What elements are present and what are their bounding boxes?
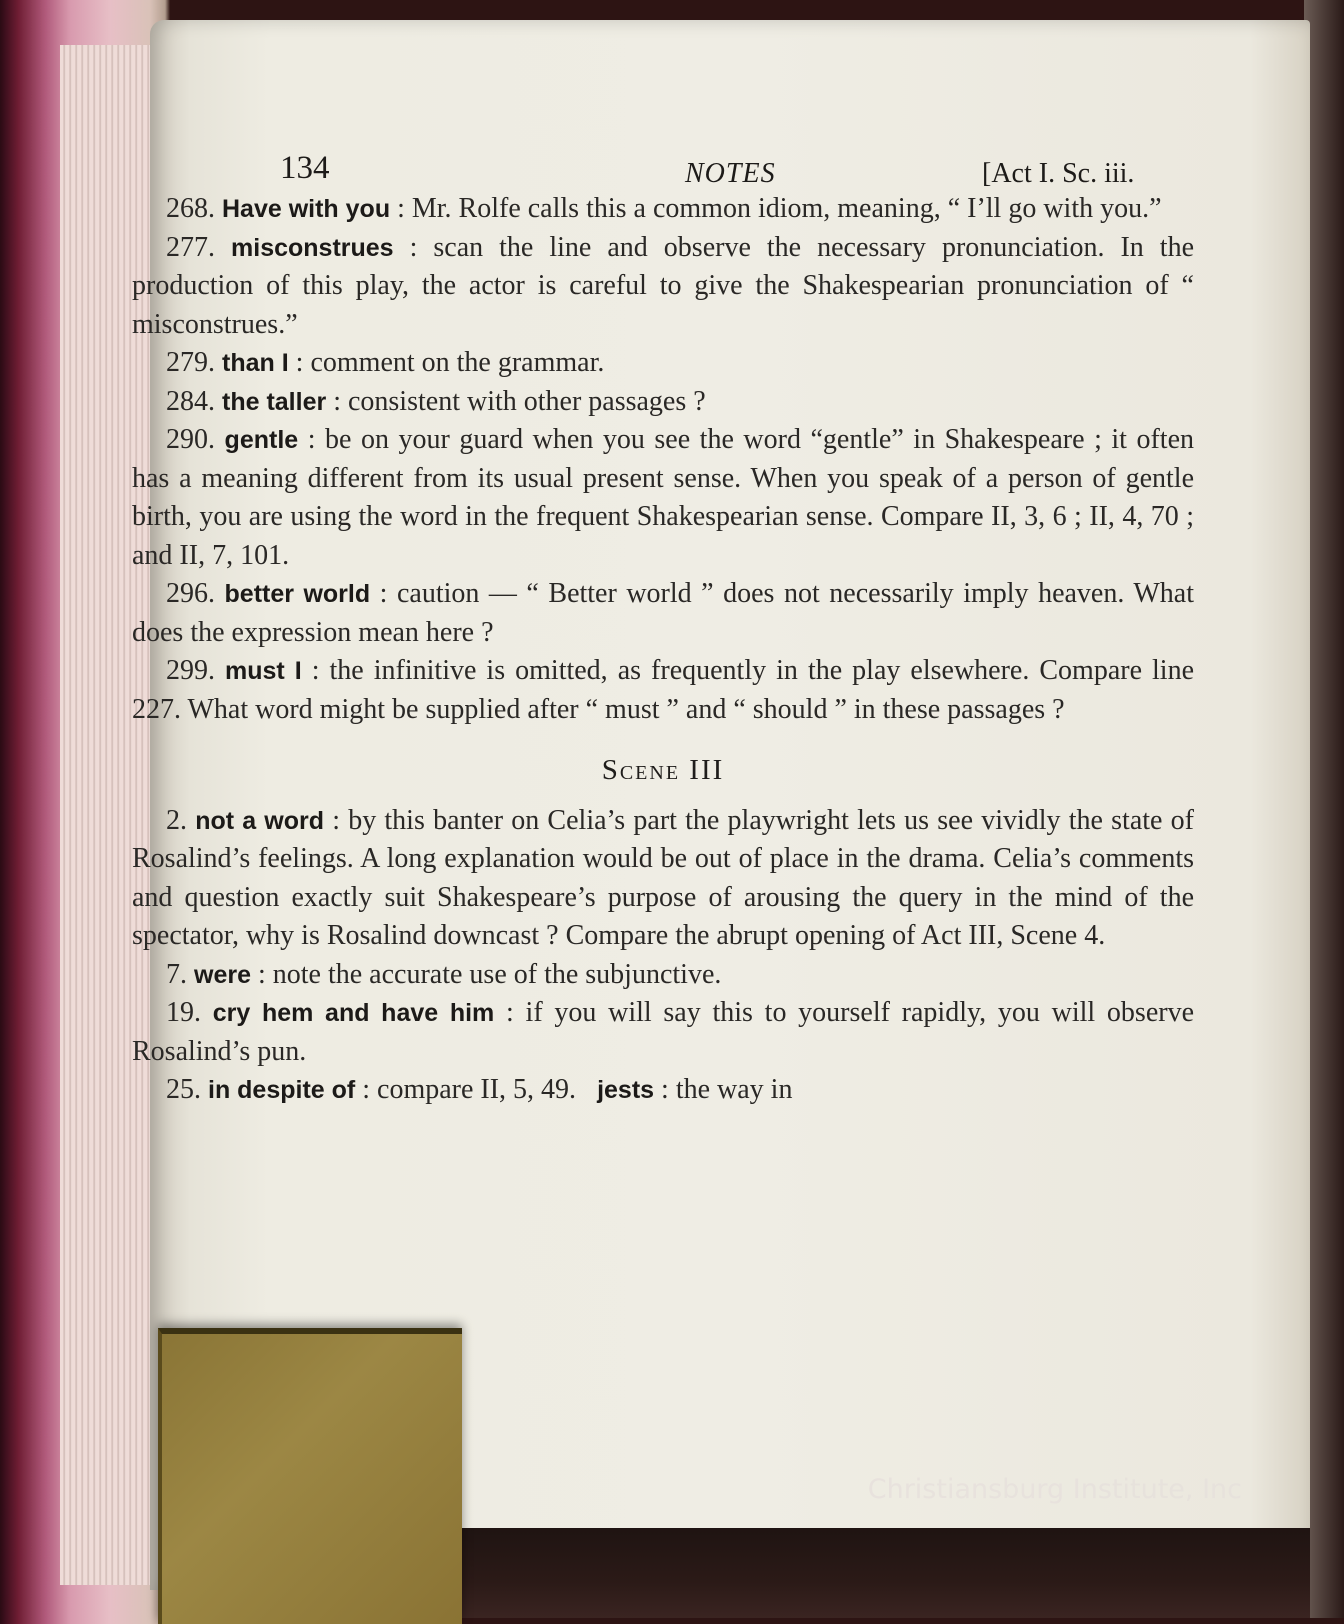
note-scene-25: 25. in despite of : compare II, 5, 49. jests : the way in [166,1074,793,1105]
note-284: 284. the taller : consistent with other passages ? [166,385,706,417]
note-290: 290. gentle : be on your guard when you see the word “gentle” in Shakespeare ; it often has a meaning different from its usual present sense. When you speak of a person of gentle birth, you are using the word in the frequent Shakespearian sense. Compare II, 3, 6 ; II, 4, 70 ; and II, 7, 101. [132,424,1195,571]
note-296: 296. better world : caution — “ Better world ” does not necessarily imply heaven. What does the expression mean here ? [132,578,1195,648]
bookmark-card [158,1328,462,1624]
book-bottom-shadow [450,1528,1310,1618]
note-299: 299. must I : the infinitive is omitted, as frequently in the play elsewhere. Compare line 227. What word might be supplied after “ must ” and “ should ” in these passages ? [132,655,1195,725]
page-number: 134 [280,150,330,186]
note-scene-2: 2. not a word : by this banter on Celia’s part the playwright lets us see vividly the state of Rosalind’s feelings. A long explanation would be out of place in the drama. Celia’s comments and question exactly suit Shakespeare’s purpose of arousing the query in the mind of the spectator, why is Rosalind downcast ? Compare the abrupt opening of Act III, Scene 4. [132,804,1194,951]
book-cover-edge [1304,0,1344,1618]
note-277: 277. misconstrues : scan the line and observe the necessary pronunciation. In the production of this play, the actor is careful to give the Shakespearian pronunciation of “ misconstrues.” [132,231,1195,340]
note-scene-19: 19. cry hem and have him : if you will say this to yourself rapidly, you will observe Rosalind’s pun. [132,997,1194,1067]
running-title: NOTES [685,158,776,189]
watermark-text: Christiansburg Institute, Inc [867,1474,1242,1505]
note-scene-7: 7. were : note the accurate use of the subjunctive. [166,958,722,990]
note-279: 279. than I : comment on the grammar. [166,347,605,378]
act-scene-reference: [Act I. Sc. iii. [982,158,1135,189]
page-header [150,132,1310,192]
note-268: 268. Have with you : Mr. Rolfe calls this a common idiom, meaning, “ I’ll go with you.” [166,193,1162,224]
notes-body [132,190,1194,1110]
scene-heading: Scene III [601,754,725,786]
